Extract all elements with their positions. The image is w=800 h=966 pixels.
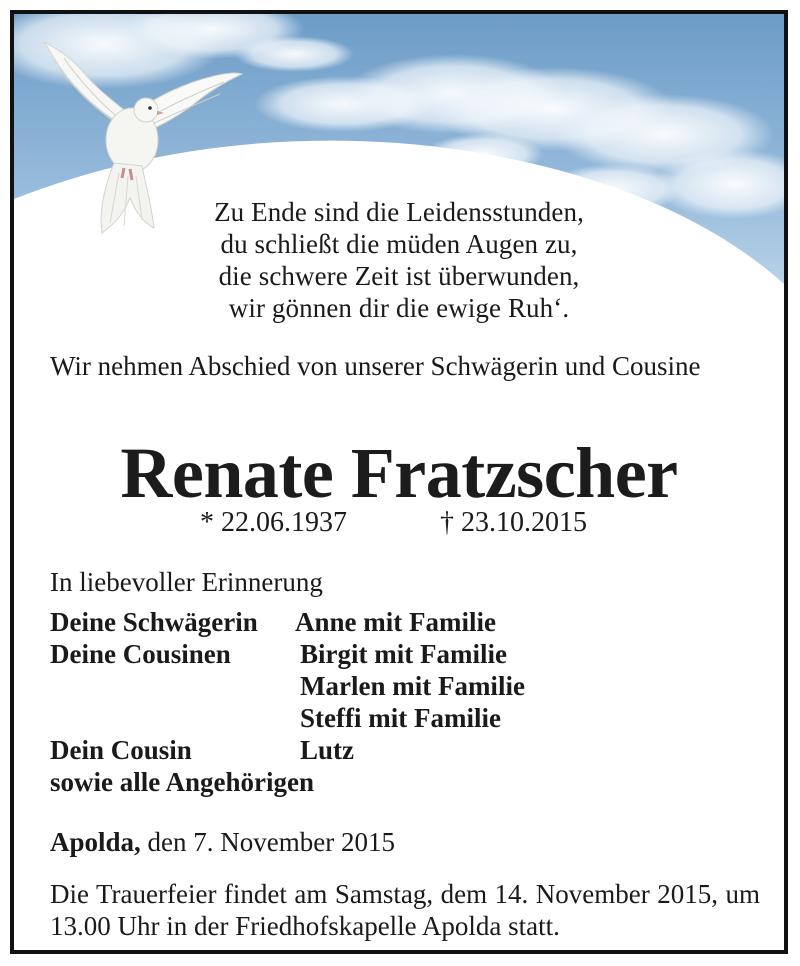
funeral-info: Die Trauerfeier findet am Samstag, dem 14. November 2015, um 13.00 Uhr in der Friedhofskapelle Apolda statt. [50, 879, 760, 941]
family-label: Deine Schwägerin [50, 607, 258, 637]
family-member: Marlen mit Familie [300, 671, 525, 701]
poem-line: wir gönnen dir die ewige Ruh‘. [228, 293, 570, 323]
obituary-frame [10, 10, 788, 954]
birth-date: * 22.06.1937 [200, 507, 347, 538]
intro-text: Wir nehmen Abschied von unserer Schwägerin und Cousine [50, 351, 701, 381]
deceased-name: Renate Fratzscher [120, 433, 678, 513]
place-date [50, 826, 395, 858]
family-member: Steffi mit Familie [300, 703, 501, 733]
family-label: Deine Cousinen [50, 639, 231, 669]
poem-line: du schließt die müden Augen zu, [220, 229, 578, 259]
poem-line: Zu Ende sind die Leidensstunden, [214, 197, 584, 227]
death-date: † 23.10.2015 [440, 507, 587, 538]
family-member: Anne mit Familie [295, 607, 496, 637]
place-date-text: den 7. November 2015 [147, 827, 395, 857]
family-member: Lutz [300, 735, 354, 765]
family-label: Dein Cousin [50, 735, 192, 765]
family-label: sowie alle Angehörigen [50, 767, 314, 797]
family-member: Birgit mit Familie [300, 639, 507, 669]
poem-line: die schwere Zeit ist überwunden, [218, 261, 580, 291]
poem [14, 196, 784, 324]
place-city: Apolda, [50, 827, 141, 857]
memory-line: In liebevoller Erinnerung [50, 567, 323, 597]
